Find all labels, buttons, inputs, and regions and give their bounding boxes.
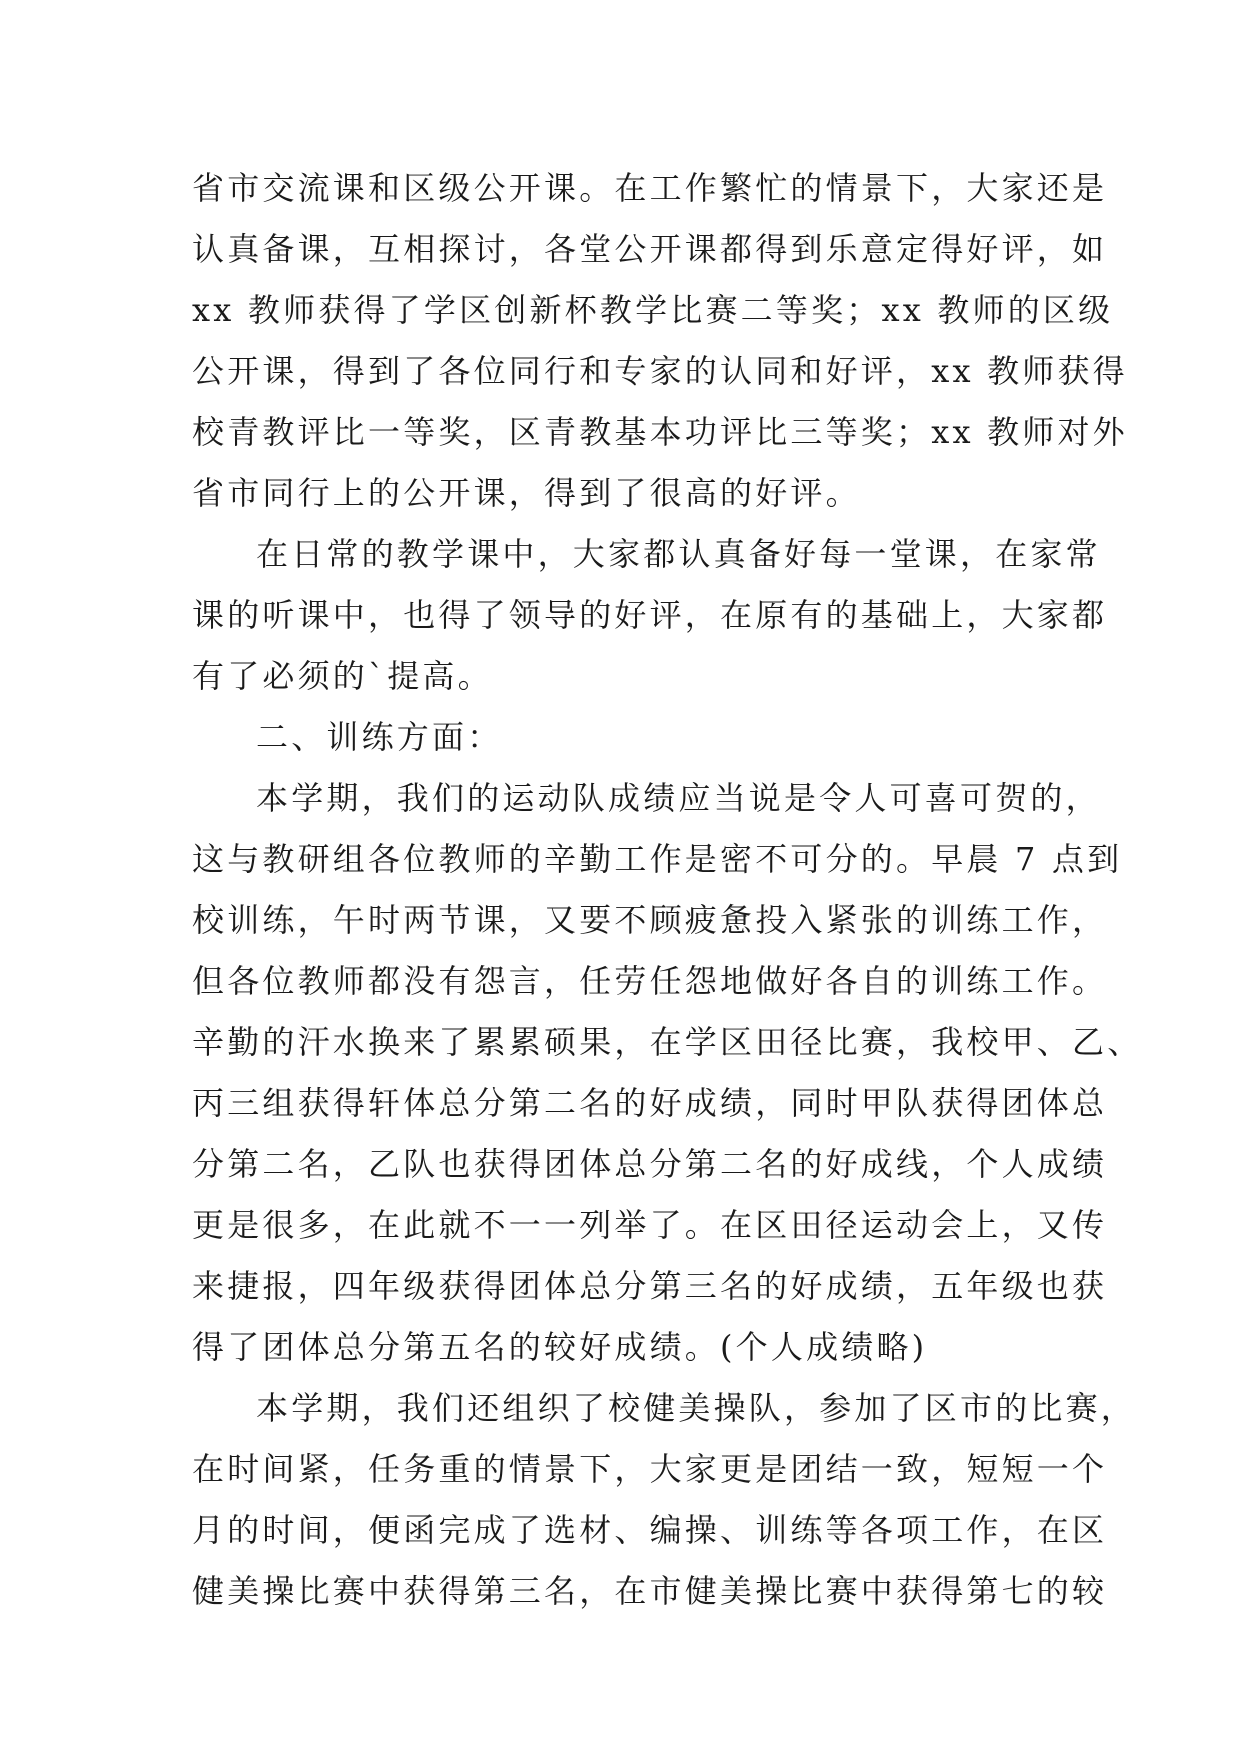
text-line: 公开课，得到了各位同行和专家的认同和好评，xx 教师获得 <box>192 352 1128 390</box>
text-line: 分第二名，乙队也获得团体总分第二名的好成线，个人成绩 <box>192 1145 1108 1183</box>
text-line: xx 教师获得了学区创新杯教学比赛二等奖；xx 教师的区级 <box>192 291 1114 329</box>
paragraph <box>192 707 1052 768</box>
text-line: 健美操比赛中获得第三名，在市健美操比赛中获得第七的较 <box>192 1572 1108 1610</box>
text-line: 二、训练方面： <box>256 718 503 756</box>
text-line: 本学期，我们还组织了校健美操队，参加了区市的比赛， <box>256 1389 1137 1427</box>
text-line: 省市同行上的公开课，得到了很高的好评。 <box>192 474 861 512</box>
text-line: 在日常的教学课中，大家都认真备好每一堂课，在家常 <box>256 535 1101 573</box>
text-line: 月的时间，便函完成了选材、编操、训练等各项工作，在区 <box>192 1511 1108 1549</box>
text-line: 这与教研组各位教师的辛勤工作是密不可分的。早晨 7 点到 <box>192 840 1123 878</box>
text-line: 认真备课，互相探讨，各堂公开课都得到乐意定得好评，如 <box>192 230 1108 268</box>
paragraph <box>192 158 1128 524</box>
text-line: 但各位教师都没有怨言，任劳任怨地做好各自的训练工作。 <box>192 962 1108 1000</box>
text-line: 在时间紧，任务重的情景下，大家更是团结一致，短短一个 <box>192 1450 1108 1488</box>
paragraph <box>192 1378 1137 1622</box>
text-line: 辛勤的汗水换来了累累硕果，在学区田径比赛，我校甲、乙、 <box>192 1023 1143 1061</box>
text-line: 丙三组获得轩体总分第二名的好成绩，同时甲队获得团体总 <box>192 1084 1108 1122</box>
document-body <box>192 158 1143 1622</box>
text-line: 得了团体总分第五名的较好成绩。(个人成绩略) <box>192 1328 928 1366</box>
text-line: 来捷报，四年级获得团体总分第三名的好成绩，五年级也获 <box>192 1267 1108 1305</box>
paragraph <box>192 524 1108 707</box>
text-line: 更是很多，在此就不一一列举了。在区田径运动会上，又传 <box>192 1206 1108 1244</box>
text-line: 课的听课中，也得了领导的好评，在原有的基础上，大家都 <box>192 596 1108 634</box>
text-line: 校青教评比一等奖，区青教基本功评比三等奖；xx 教师对外 <box>192 413 1128 451</box>
text-line: 有了必须的`提高。 <box>192 657 493 695</box>
text-line: 本学期，我们的运动队成绩应当说是令人可喜可贺的， <box>256 779 1101 817</box>
paragraph <box>192 768 1143 1378</box>
text-line: 省市交流课和区级公开课。在工作繁忙的情景下，大家还是 <box>192 169 1108 207</box>
text-line: 校训练，午时两节课，又要不顾疲惫投入紧张的训练工作， <box>192 901 1108 939</box>
